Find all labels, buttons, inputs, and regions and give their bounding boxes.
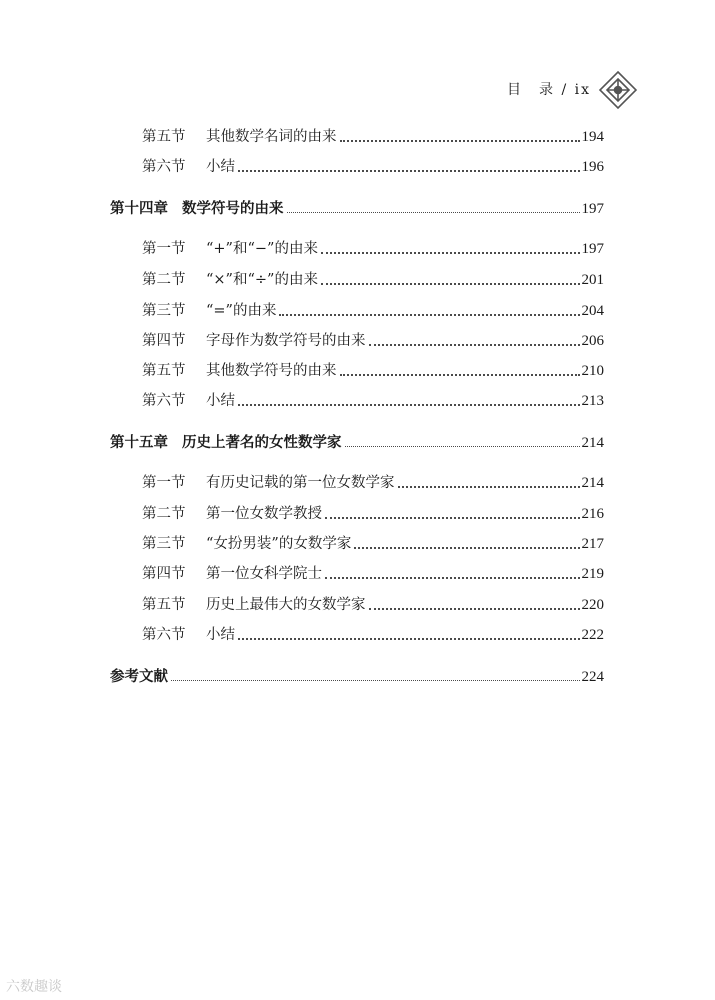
toc-entry-label	[142, 535, 351, 553]
toc-entry-page: 219	[581, 566, 604, 582]
toc-chapter-title: 参考文献	[110, 668, 168, 685]
leader-dots	[321, 283, 580, 285]
toc-entry	[142, 240, 604, 258]
toc-entry	[142, 128, 604, 146]
leader-dots	[340, 140, 580, 142]
leader-dots	[238, 170, 580, 172]
leader-dots	[321, 252, 580, 254]
toc-entry	[142, 535, 604, 553]
toc-chapter-entry	[110, 668, 604, 686]
toc-entry-label	[142, 596, 366, 614]
toc-entry-page: 201	[581, 272, 604, 288]
toc-entry-number: 第一节	[142, 241, 186, 257]
toc-entry-page: 194	[581, 129, 604, 145]
toc-entry-label	[142, 271, 318, 289]
toc-entry	[142, 392, 604, 410]
toc-entry-page: 206	[581, 333, 604, 349]
toc-entry-page: 196	[581, 159, 604, 175]
leader-dots	[369, 344, 580, 346]
toc-entry-number: 第五节	[142, 363, 186, 379]
toc-entry-number: 第六节	[142, 159, 186, 175]
toc-entry-page: 217	[581, 536, 604, 552]
toc-entry-number: 第六节	[142, 627, 186, 643]
toc-entry-label	[142, 474, 395, 492]
toc-entry-label	[142, 626, 235, 644]
toc-entry-title: “+”和“−”的由来	[206, 241, 318, 257]
toc-chapter-entry	[110, 434, 604, 452]
toc-entry-number: 第二节	[142, 506, 186, 522]
toc-entry-title: 有历史记载的第一位女数学家	[206, 475, 395, 491]
leader-dots	[279, 314, 579, 316]
running-head: 目 录 / ix	[507, 82, 591, 98]
toc-entry-label	[142, 392, 235, 410]
toc-entry-page: 197	[581, 201, 604, 217]
leader-dots	[354, 547, 579, 549]
toc-entry	[142, 271, 604, 289]
toc-entry-number: 第五节	[142, 597, 186, 613]
leader-dots	[287, 212, 580, 213]
toc-entry	[142, 158, 604, 176]
toc-entry-page: 222	[581, 627, 604, 643]
toc-entry	[142, 332, 604, 350]
toc-entry-label	[110, 668, 168, 686]
leader-dots	[345, 446, 580, 447]
toc-entry-title: 小结	[206, 393, 235, 409]
toc-chapter-number: 第十五章	[110, 434, 168, 451]
leader-dots	[369, 608, 580, 610]
toc-entry-title: 第一位女科学院士	[206, 566, 322, 582]
toc-entry-number: 第四节	[142, 566, 186, 582]
toc-entry-number: 第三节	[142, 536, 186, 552]
toc-entry-title: 小结	[206, 159, 235, 175]
toc-entry-number: 第一节	[142, 475, 186, 491]
leader-dots	[238, 638, 580, 640]
toc-entry	[142, 626, 604, 644]
toc-entry-label	[142, 240, 318, 258]
toc-entry-title: “女扮男装”的女数学家	[206, 536, 352, 552]
toc-entry-label	[142, 362, 337, 380]
toc-entry-page: 197	[581, 241, 604, 257]
toc-entry-title: “=”的由来	[206, 303, 277, 319]
toc-entry	[142, 362, 604, 380]
watermark: 六数趣谈	[6, 979, 62, 995]
toc-entry-label	[142, 158, 235, 176]
toc-entry-label	[142, 565, 322, 583]
toc-entry-page: 213	[581, 393, 604, 409]
toc-chapter-title: 数学符号的由来	[182, 200, 284, 217]
toc-entry-title: 历史上最伟大的女数学家	[206, 597, 366, 613]
toc-entry	[142, 565, 604, 583]
toc-entry-label	[110, 200, 284, 218]
toc-entry	[142, 505, 604, 523]
toc-entry-label	[142, 302, 276, 320]
toc-entry-title: 字母作为数学符号的由来	[206, 333, 366, 349]
leader-dots	[171, 680, 580, 681]
toc-entry-page: 210	[581, 363, 604, 379]
toc-entry-title: 其他数学符号的由来	[206, 363, 337, 379]
toc-entry-page: 214	[581, 475, 604, 491]
toc-chapter-title: 历史上著名的女性数学家	[182, 434, 342, 451]
leader-dots	[398, 486, 580, 488]
toc-entry-page: 214	[581, 435, 604, 451]
toc-chapter-number: 第十四章	[110, 200, 168, 217]
leader-dots	[238, 404, 580, 406]
toc-entry-page: 220	[581, 597, 604, 613]
leader-dots	[325, 577, 580, 579]
toc-entry	[142, 302, 604, 320]
toc-entry-label	[142, 128, 337, 146]
leader-dots	[325, 517, 580, 519]
toc-entry-label	[142, 505, 322, 523]
toc-entry-title: 小结	[206, 627, 235, 643]
toc-entry	[142, 596, 604, 614]
toc-entry-title: “×”和“÷”的由来	[206, 272, 318, 288]
toc-entry-number: 第二节	[142, 272, 186, 288]
toc-entry-number: 第四节	[142, 333, 186, 349]
toc-entry-label	[110, 434, 342, 452]
toc-chapter-entry	[110, 200, 604, 218]
toc-entry-page: 216	[581, 506, 604, 522]
leader-dots	[340, 374, 580, 376]
toc-entry-number: 第六节	[142, 393, 186, 409]
toc-entry-page: 204	[581, 303, 604, 319]
toc-entry-number: 第五节	[142, 129, 186, 145]
toc-entry	[142, 474, 604, 492]
toc-entry-title: 第一位女数学教授	[206, 506, 322, 522]
toc-entry-page: 224	[581, 669, 604, 685]
toc-entry-number: 第三节	[142, 303, 186, 319]
diamond-ornament-icon	[598, 70, 638, 110]
toc-entry-label	[142, 332, 366, 350]
toc-entry-title: 其他数学名词的由来	[206, 129, 337, 145]
